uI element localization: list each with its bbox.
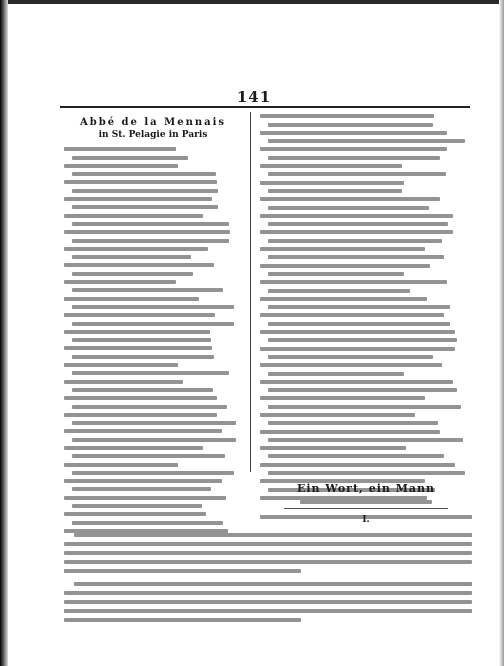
illegible-text-bar [260, 214, 453, 218]
illegible-text-bar [268, 255, 444, 259]
illegible-text-bar [268, 272, 404, 276]
illegible-text-bar [64, 560, 472, 564]
story-prose-line [64, 615, 472, 624]
illegible-text-bar [260, 247, 425, 251]
poem-left-line [64, 170, 242, 178]
poem-right-column [260, 112, 472, 521]
poem-left-line [64, 303, 242, 311]
illegible-text-bar [268, 156, 440, 160]
illegible-text-bar [72, 521, 223, 525]
story-prose-line [64, 588, 472, 597]
poem-right-line [260, 236, 472, 244]
illegible-text-bar [300, 500, 432, 504]
illegible-text-bar [72, 454, 225, 458]
illegible-text-bar [260, 131, 447, 135]
poem-left-line [64, 294, 242, 302]
poem-right-line [260, 286, 472, 294]
illegible-text-bar [64, 618, 301, 622]
illegible-text-bar [72, 471, 234, 475]
illegible-text-bar [72, 322, 234, 326]
illegible-text-bar [64, 542, 472, 546]
illegible-text-bar [64, 429, 222, 433]
poem-right-line [260, 460, 472, 468]
poem-right-line [260, 328, 472, 336]
poem-right-line [260, 378, 472, 386]
poem-left-line [64, 195, 242, 203]
book-page [24, 20, 484, 660]
poem-right-line [260, 427, 472, 435]
poem-left-line [64, 452, 242, 460]
illegible-text-bar [72, 371, 229, 375]
poem-right-line [260, 336, 472, 344]
illegible-text-bar [64, 609, 472, 613]
poem-left-lines [64, 145, 242, 535]
illegible-text-bar [64, 396, 217, 400]
poem-right-line [260, 411, 472, 419]
poem-right-line [260, 220, 472, 228]
illegible-text-bar [268, 388, 457, 392]
story-subtitle [260, 498, 472, 506]
poem-right-line [260, 162, 472, 170]
poem-left-line [64, 485, 242, 493]
illegible-text-bar [268, 372, 404, 376]
poem-right-line [260, 394, 472, 402]
illegible-text-bar [72, 305, 234, 309]
illegible-text-bar [64, 446, 203, 450]
poem-left-line [64, 460, 242, 468]
illegible-text-bar [260, 463, 455, 467]
illegible-text-bar [260, 181, 404, 185]
illegible-text-bar [260, 446, 406, 450]
illegible-text-bar [268, 189, 402, 193]
illegible-text-bar [260, 114, 434, 118]
illegible-text-bar [268, 239, 442, 243]
illegible-text-bar [64, 591, 472, 595]
poem-left-line [64, 319, 242, 327]
illegible-text-bar [268, 123, 433, 127]
illegible-text-bar [64, 214, 203, 218]
illegible-text-bar [64, 280, 176, 284]
poem-right-line [260, 203, 472, 211]
illegible-text-bar [72, 205, 218, 209]
illegible-text-bar [64, 413, 217, 417]
poem-left-line [64, 153, 242, 161]
illegible-text-bar [64, 147, 176, 151]
illegible-text-bar [72, 255, 191, 259]
story-prose-line [64, 548, 472, 557]
poem-left-line [64, 435, 242, 443]
illegible-text-bar [268, 222, 448, 226]
illegible-text-bar [72, 438, 236, 442]
poem-right-line [260, 228, 472, 236]
poem-right-line [260, 261, 472, 269]
illegible-text-bar [260, 380, 453, 384]
poem-right-line [260, 402, 472, 410]
illegible-text-bar [64, 569, 301, 573]
illegible-text-bar [64, 330, 210, 334]
illegible-text-bar [72, 172, 216, 176]
illegible-text-bar [260, 297, 427, 301]
illegible-text-bar [268, 305, 450, 309]
poem-right-line [260, 137, 472, 145]
signature-rule [284, 508, 448, 509]
poem-left-column [64, 114, 242, 535]
poem-right-line [260, 386, 472, 394]
poem-left-line [64, 328, 242, 336]
poem-right-line [260, 436, 472, 444]
illegible-text-bar [64, 496, 226, 500]
poem-left-line [64, 228, 242, 236]
illegible-text-bar [260, 313, 444, 317]
poem-right-line [260, 178, 472, 186]
poem-right-line [260, 311, 472, 319]
poem-left-line [64, 427, 242, 435]
poem-left-line [64, 502, 242, 510]
scan-border-left [0, 0, 8, 666]
illegible-text-bar [72, 405, 227, 409]
illegible-text-bar [260, 363, 442, 367]
poem-right-line [260, 419, 472, 427]
illegible-text-bar [268, 172, 446, 176]
story-prose-line [64, 566, 472, 575]
poem-right-line [260, 253, 472, 261]
illegible-text-bar [64, 180, 217, 184]
poem-left-line [64, 469, 242, 477]
illegible-text-bar [72, 421, 236, 425]
illegible-text-bar [268, 289, 410, 293]
poem-right-line [260, 361, 472, 369]
illegible-text-bar [64, 346, 212, 350]
section-numeral: I. [362, 515, 370, 525]
story-body [64, 530, 472, 624]
illegible-text-bar [260, 413, 415, 417]
story-prose-line [64, 579, 472, 588]
poem-left-line [64, 394, 242, 402]
poem-left-line [64, 477, 242, 485]
poem-left-line [64, 286, 242, 294]
poem-left-line [64, 269, 242, 277]
poem-right-line [260, 278, 472, 286]
poem-left-line [64, 245, 242, 253]
poem-right-line [260, 245, 472, 253]
illegible-text-bar [72, 504, 202, 508]
illegible-text-bar [64, 297, 199, 301]
poem-right-line [260, 452, 472, 460]
illegible-text-bar [64, 230, 230, 234]
illegible-text-bar [260, 230, 453, 234]
illegible-text-bar [260, 347, 455, 351]
illegible-text-bar [72, 288, 223, 292]
illegible-text-bar [64, 600, 472, 604]
illegible-text-bar [268, 206, 429, 210]
poem-place: in St. Pelagie in Paris [98, 130, 208, 140]
poem-left-line [64, 253, 242, 261]
poem-left-line [64, 411, 242, 419]
illegible-text-bar [72, 239, 229, 243]
illegible-text-bar [268, 139, 465, 143]
illegible-text-bar [64, 247, 208, 251]
illegible-text-bar [268, 355, 433, 359]
poem-left-line [64, 278, 242, 286]
illegible-text-bar [72, 487, 211, 491]
poem-left-line [64, 419, 242, 427]
illegible-text-bar [64, 363, 178, 367]
poem-right-lines [260, 112, 472, 502]
poem-left-line [64, 336, 242, 344]
poem-right-line [260, 195, 472, 203]
poem-left-line [64, 261, 242, 269]
illegible-text-bar [74, 582, 472, 586]
illegible-text-bar [72, 156, 188, 160]
illegible-text-bar [64, 164, 178, 168]
header-rule [60, 106, 470, 108]
poem-left-line [64, 369, 242, 377]
poem-left-line [64, 186, 242, 194]
poem-right-line [260, 353, 472, 361]
poem-left-line [64, 178, 242, 186]
poem-right-line [260, 112, 472, 120]
poem-left-line [64, 162, 242, 170]
poem-left-line [64, 444, 242, 452]
poem-right-line [260, 444, 472, 452]
poem-right-line [260, 129, 472, 137]
illegible-text-bar [260, 197, 440, 201]
illegible-text-bar [72, 222, 229, 226]
poem-right-line [260, 319, 472, 327]
story-prose-line [64, 530, 472, 539]
poem-left-line [64, 236, 242, 244]
illegible-text-bar [268, 421, 438, 425]
illegible-text-bar [260, 430, 440, 434]
illegible-text-bar [64, 313, 215, 317]
poem-left-line [64, 361, 242, 369]
poem-right-line [260, 344, 472, 352]
illegible-text-bar [72, 272, 193, 276]
poem-left-line [64, 518, 242, 526]
story-prose-line [64, 606, 472, 615]
poem-right-line [260, 145, 472, 153]
scan-edge-right [499, 0, 504, 666]
illegible-text-bar [64, 197, 212, 201]
illegible-text-bar [268, 322, 450, 326]
illegible-text-bar [260, 164, 402, 168]
story-prose-line [64, 597, 472, 606]
story-prose-line [64, 557, 472, 566]
poem-right-line [260, 270, 472, 278]
illegible-text-bar [268, 338, 457, 342]
illegible-text-bar [72, 388, 213, 392]
page-number: 141 [236, 88, 272, 106]
poem-left-line [64, 402, 242, 410]
illegible-text-bar [268, 438, 463, 442]
story-prose-line [64, 539, 472, 548]
story-title: Ein Wort, ein Mann [296, 482, 436, 495]
poem-right-line [260, 295, 472, 303]
illegible-text-bar [64, 263, 214, 267]
poem-left-line [64, 220, 242, 228]
illegible-text-bar [72, 189, 218, 193]
illegible-text-bar [64, 380, 183, 384]
column-divider [250, 112, 251, 472]
poem-left-line [64, 145, 242, 153]
poem-left-line [64, 211, 242, 219]
poem-left-line [64, 203, 242, 211]
illegible-text-bar [268, 405, 461, 409]
scan-border-top [0, 0, 504, 4]
illegible-text-bar [260, 280, 447, 284]
poem-right-line [260, 303, 472, 311]
illegible-text-bar [260, 330, 455, 334]
illegible-text-bar [268, 454, 444, 458]
poem-left-line [64, 510, 242, 518]
illegible-text-bar [74, 533, 472, 537]
poem-left-line [64, 352, 242, 360]
illegible-text-bar [260, 396, 425, 400]
illegible-text-bar [72, 355, 214, 359]
illegible-text-bar [64, 479, 222, 483]
poem-left-line [64, 344, 242, 352]
section-rule [260, 474, 472, 482]
poem-left-line [64, 377, 242, 385]
poem-right-line [260, 212, 472, 220]
poem-right-line [260, 170, 472, 178]
poem-right-line [260, 153, 472, 161]
illegible-text-bar [64, 551, 472, 555]
illegible-text-bar [64, 512, 206, 516]
poem-left-line [64, 493, 242, 501]
poem-title: Abbé de la Mennais [79, 117, 227, 128]
poem-left-line [64, 386, 242, 394]
illegible-text-bar [260, 147, 447, 151]
poem-right-line [260, 120, 472, 128]
illegible-text-bar [72, 338, 211, 342]
poem-right-line [260, 187, 472, 195]
poem-right-line [260, 369, 472, 377]
illegible-text-bar [64, 463, 178, 467]
illegible-text-bar [260, 264, 430, 268]
poem-left-line [64, 311, 242, 319]
